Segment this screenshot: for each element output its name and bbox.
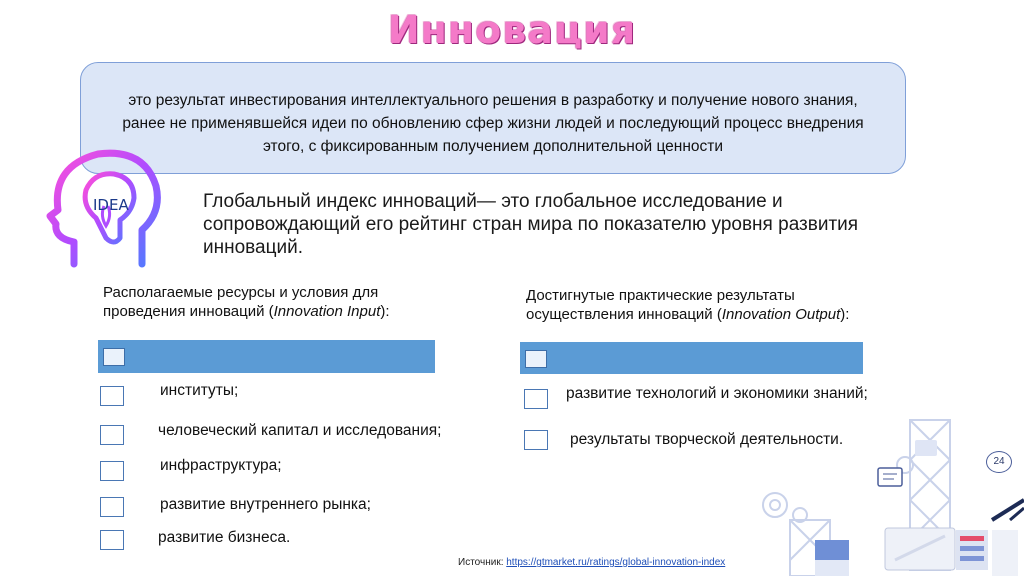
- checkbox-infrastructure[interactable]: [100, 461, 124, 481]
- item-infrastructure: инфраструктура;: [160, 457, 282, 474]
- item-human-capital: человеческий капитал и исследования;: [158, 422, 442, 439]
- definition-box: [80, 62, 906, 174]
- checkbox-technology[interactable]: [524, 389, 548, 409]
- innovation-input-title: Располагаемые ресурсы и условия для проведения инноваций (Innovation Input):: [103, 284, 390, 320]
- output-header-checkbox[interactable]: [525, 350, 547, 368]
- page-number-badge: 24: [986, 451, 1012, 473]
- item-institutions: институты;: [160, 382, 239, 399]
- output-header-bar: [520, 342, 863, 374]
- idea-label: IDEA: [93, 196, 129, 214]
- item-market: развитие внутреннего рынка;: [160, 496, 371, 513]
- slide-title: Инновация: [387, 8, 637, 52]
- item-technology: развитие технологий и экономики знаний;: [566, 385, 868, 402]
- gii-definition: Глобальный индекс инноваций— это глобальное исследование и сопровождающий его рейтинг стран мира по показателю уровня развития инноваций.: [203, 191, 859, 258]
- checkbox-human-capital[interactable]: [100, 425, 124, 445]
- checkbox-market[interactable]: [100, 497, 124, 517]
- source-note: [458, 557, 725, 568]
- source-label: Источник:: [458, 557, 504, 568]
- input-header-checkbox[interactable]: [103, 348, 125, 366]
- checkbox-business[interactable]: [100, 530, 124, 550]
- innovation-output-title: Достигнутые практические результаты осуществления инноваций (Innovation Output):: [526, 287, 850, 323]
- item-business: развитие бизнеса.: [158, 529, 291, 546]
- source-link[interactable]: https://gtmarket.ru/ratings/global-innovation-index: [506, 557, 726, 568]
- checkbox-institutions[interactable]: [100, 386, 124, 406]
- definition-text: это результат инвестирования интеллектуального решения в разработку и получение нового знания, ранее не применявшейся идеи по обновлению сфер жизни людей и последующий процесс внедрения этого, с фиксированным получением дополнительной ценности: [122, 92, 864, 155]
- office-illustration: [730, 400, 1024, 576]
- checkbox-creative[interactable]: [524, 430, 548, 450]
- item-creative: результаты творческой деятельности.: [570, 431, 844, 448]
- input-header-bar: [98, 340, 435, 373]
